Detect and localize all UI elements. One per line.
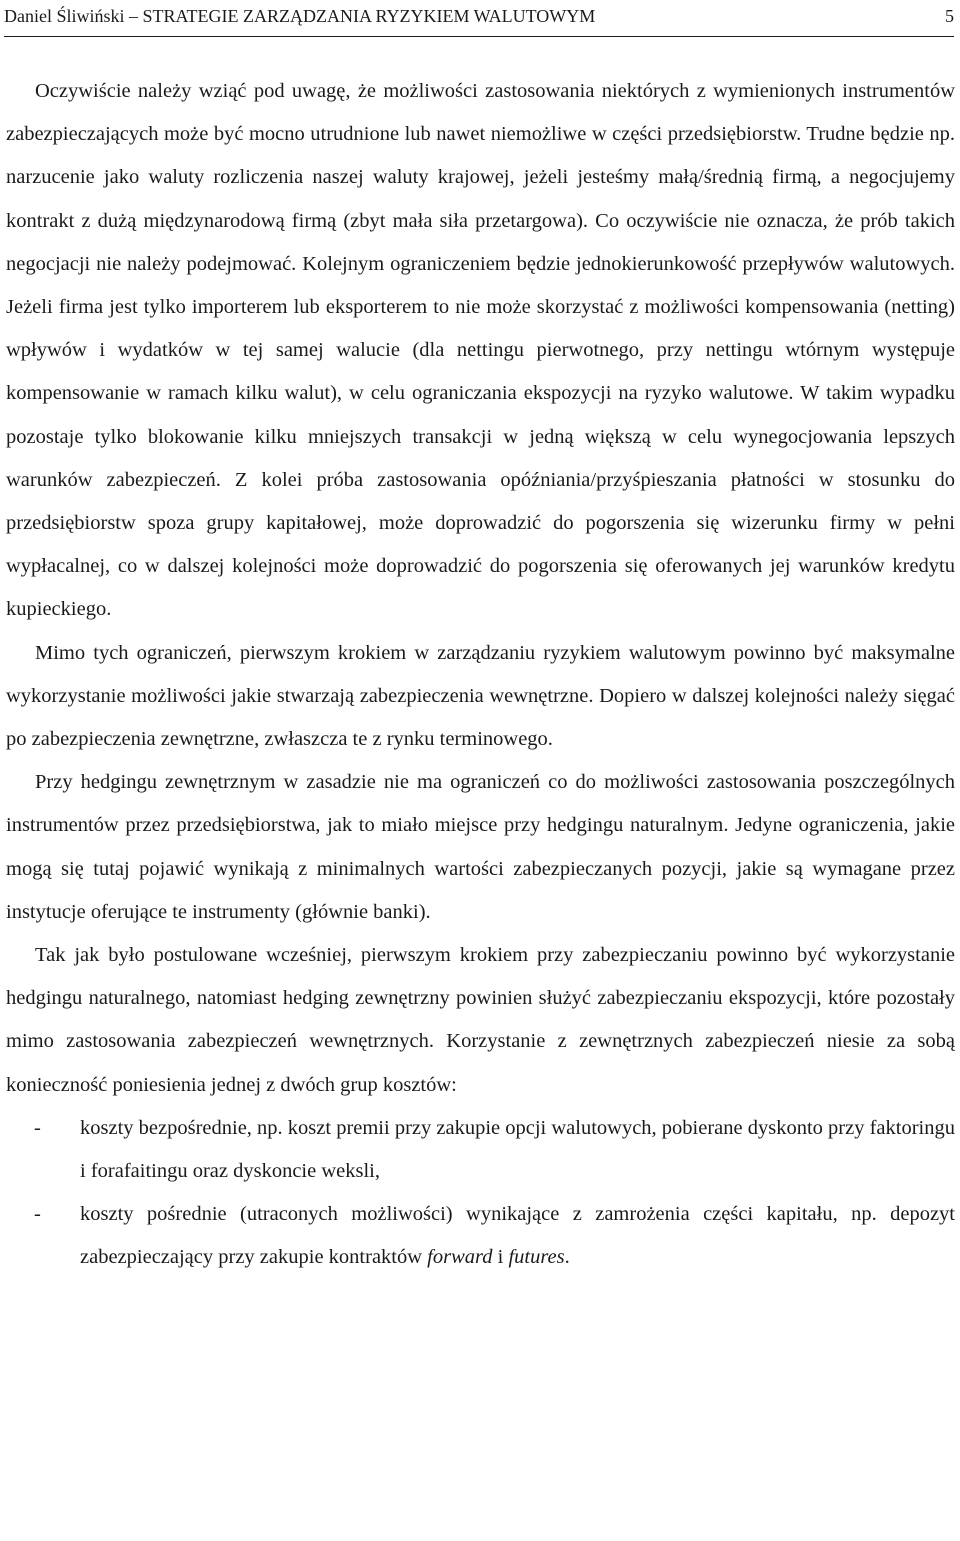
body-text bbox=[6, 70, 955, 1280]
paragraph: Mimo tych ograniczeń, pierwszym krokiem w zarządzaniu ryzykiem walutowym powinno być maksymalne wykorzystanie możliwości jakie stwarzają zabezpieczenia wewnętrzne. Dopiero w dalszej kolejności należy sięgać po zabezpieczenia zewnętrzne, zwłaszcza te z rynku terminowego. bbox=[6, 641, 955, 751]
cost-list bbox=[6, 1107, 955, 1280]
term-futures: futures bbox=[508, 1246, 565, 1269]
list-item-text: koszty pośrednie (utraconych możliwości) wynikające z zamrożenia części kapitału, np. depozyt zabezpieczający przy zakupie kontraktów bbox=[80, 1203, 955, 1269]
list-item bbox=[6, 1107, 955, 1193]
term-forward: forward bbox=[427, 1246, 493, 1269]
paragraph: Oczywiście należy wziąć pod uwagę, że możliwości zastosowania niektórych z wymienionych instrumentów zabezpieczających może być mocno utrudnione lub nawet niemożliwe w części przedsiębiorstw. Trudne będzie np. narzucenie jako waluty rozliczenia naszej waluty krajowej, jeżeli jesteśmy małą/średnią firmą, a negocjujemy kontrakt z dużą międzynarodową firmą (zbyt mała siła przetargowa). Co oczywiście nie oznacza, że prób takich negocjacji nie należy podejmować. Kolejnym ograniczeniem będzie jednokierunkowość przepływów walutowych. Jeżeli firma jest tylko importerem lub eksporterem to nie może skorzystać z możliwości kompensowania (netting) wpływów i wydatków w tej samej walucie (dla nettingu pierwotnego, przy nettingu wtórnym występuje kompensowanie w ramach kilku walut), w celu ograniczania ekspozycji na ryzyko walutowe. W takim wypadku pozostaje tylko blokowanie kilku mniejszych transakcji w jedną większą w celu wynegocjowania lepszych warunków zabezpieczeń. Z kolei próba zastosowania opóźniania/przyśpieszania płatności w stosunku do przedsiębiorstw spoza grupy kapitałowej, może doprowadzić do pogorszenia się wizerunku firmy w pełni wypłacalnej, co w dalszej kolejności może doprowadzić do pogorszenia się oferowanych jej warunków kredytu kupieckiego. bbox=[6, 80, 955, 621]
list-item-text: i bbox=[492, 1246, 509, 1269]
list-bullet: - bbox=[34, 1203, 41, 1226]
paragraph: Tak jak było postulowane wcześniej, pierwszym krokiem przy zabezpieczaniu powinno być wykorzystanie hedgingu naturalnego, natomiast hedging zewnętrzny powinien służyć zabezpieczaniu ekspozycji, które pozostały mimo zastosowania zabezpieczeń wewnętrznych. Korzystanie z zewnętrznych zabezpieczeń niesie za sobą konieczność poniesienia jednej z dwóch grup kosztów: bbox=[6, 944, 955, 1096]
running-title: Daniel Śliwiński – STRATEGIE ZARZĄDZANIA RYZYKIEM WALUTOWYM bbox=[4, 6, 596, 26]
list-item bbox=[6, 1193, 955, 1279]
list-item-text: . bbox=[564, 1246, 570, 1269]
paragraph: Przy hedgingu zewnętrznym w zasadzie nie ma ograniczeń co do możliwości zastosowania poszczególnych instrumentów przez przedsiębiorstwa, jak to miało miejsce przy hedgingu naturalnym. Jedyne ograniczenia, jakie mogą się tutaj pojawić wynikają z minimalnych wartości zabezpieczanych pozycji, jakie są wymagane przez instytucje oferujące te instrumenty (głównie banki). bbox=[6, 771, 955, 923]
list-bullet: - bbox=[34, 1116, 41, 1139]
page-number: 5 bbox=[945, 6, 954, 26]
page-header bbox=[4, 0, 954, 37]
list-item-text: koszty bezpośrednie, np. koszt premii przy zakupie opcji walutowych, pobierane dyskonto przy faktoringu i forafaitingu oraz dyskoncie weksli, bbox=[80, 1116, 955, 1183]
